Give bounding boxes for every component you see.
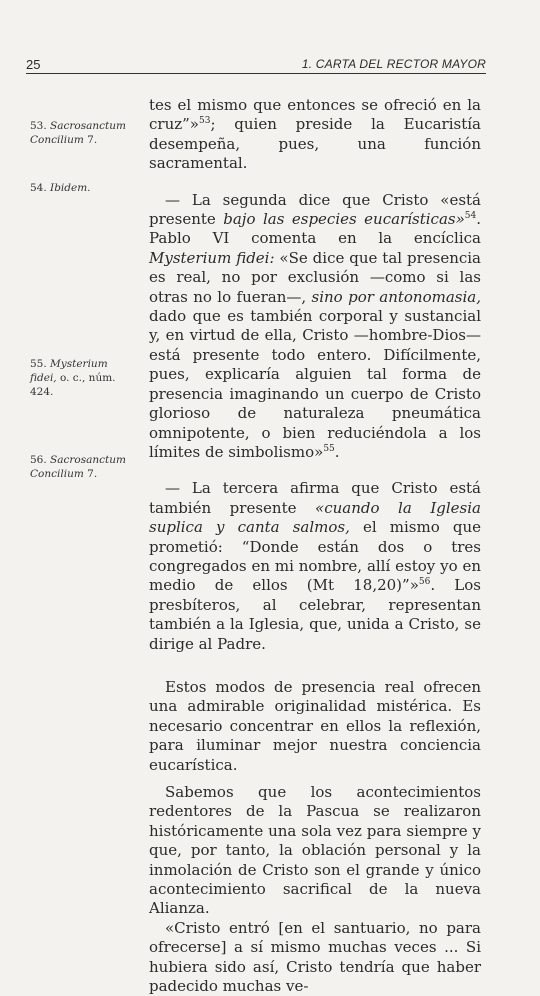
footnote-reference: Sacrosanctum Concilium xyxy=(30,454,126,480)
footnote-number: 55. xyxy=(30,358,47,370)
page-number: 25 xyxy=(26,57,41,72)
footnote-55 xyxy=(30,357,130,399)
footnote-reference: Sacrosanctum Concilium xyxy=(30,120,126,146)
paragraph-continuation: tes el mismo que entonces se ofreció en la cruz”»$^{53}$; quien preside la Eucaristía desempeña, pues, una función sacramental. xyxy=(149,96,481,173)
footnote-56 xyxy=(30,453,130,481)
footnote-reference: Ibidem. xyxy=(50,182,91,194)
paragraph-quote: «Cristo entró [en el santuario, no para ofrecerse] a sí mismo muchas veces ... Si hubiera sido así, Cristo tendría que haber padecido muchas ve- xyxy=(149,918,481,996)
footnote-54 xyxy=(30,181,130,195)
paragraph-second-mode: — La segunda dice que Cristo «está presente bajo las especies eucarísticas»$^{54}$. Pablo VI comenta en la encíclica Mysterium fidei: «Se dice que tal presencia es real, no por exclusión —como si las otras no lo fueran—, sino por antonomasia, dado que es también corporal y sustancial y, en virtud de ella, Cristo —hombre-Dios— está presente todo entero. Difícilmente, pues, explicaría alguien tal forma de presencia imaginando un cuerpo de Cristo glorioso de naturaleza pneumática omnipotente, o bien reduciéndola a los límites de simbolismo»$^{55}$. xyxy=(149,190,482,461)
footnote-reference: Mysterium fidei, xyxy=(30,358,108,384)
footnote-ref-55: 55 xyxy=(323,443,335,454)
paragraph-pascua: Sabemos que los acontecimientos redentores de la Pascua se realizaron históricamente una sola vez para siempre y que, por tanto, la oblación personal y la inmolación de Cristo son el grande y único acontecimiento sacrifical de la nueva Alianza. xyxy=(149,783,481,918)
footnote-detail: o. c., núm. 424. xyxy=(30,372,116,398)
footnote-ref-53: 53 xyxy=(198,116,211,127)
footnote-ref-56: 56 xyxy=(418,577,431,588)
main-text xyxy=(149,96,481,996)
footnote-ref-54: 54 xyxy=(464,211,477,222)
footnote-53 xyxy=(30,119,130,147)
paragraph-modes-summary: Estos modos de presencia real ofrecen una admirable originalidad mistérica. Es necesario concentrar en ellos la reflexión, para iluminar mejor nuestra conciencia eucarística. xyxy=(149,677,481,774)
footnote-detail: 7. xyxy=(83,468,98,480)
footnote-number: 56. xyxy=(30,454,47,466)
footnote-number: 53. xyxy=(30,120,47,132)
page-header xyxy=(26,57,486,74)
footnote-detail: 7. xyxy=(83,134,98,146)
running-title: 1. CARTA DEL RECTOR MAYOR xyxy=(301,57,486,71)
paragraph-third-mode: — La tercera afirma que Cristo está también presente «cuando la Iglesia suplica y canta salmos, el mismo que prometió: “Donde están dos o tres congregados en mi nombre, allí estoy yo en medio de ellos (Mt 18,20)”»$^{56}$. Los presbíteros, al celebrar, representan también a la Iglesia, que, unida a Cristo, se dirige al Padre. xyxy=(149,479,481,653)
footnote-number: 54. xyxy=(30,182,47,194)
